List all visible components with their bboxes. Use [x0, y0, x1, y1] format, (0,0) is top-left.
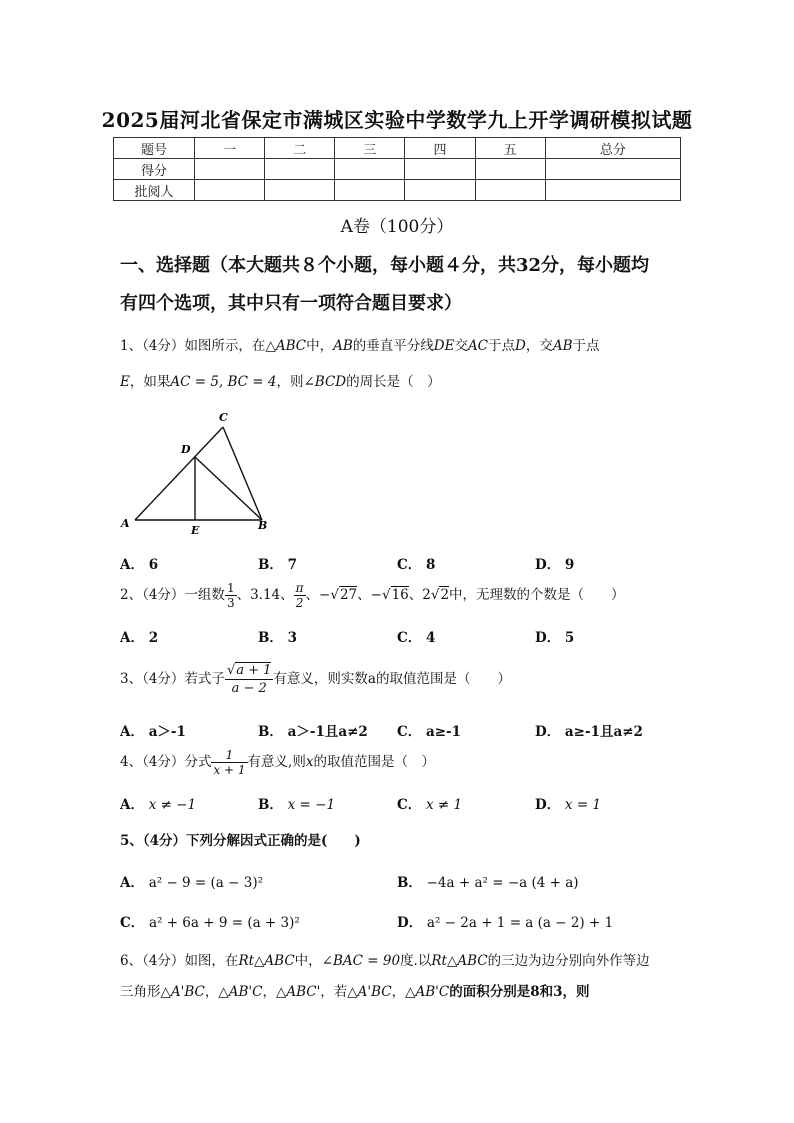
- score-table-header: 总分: [545, 138, 680, 159]
- score-cell: [265, 180, 335, 201]
- volume-heading: A卷（100分）: [340, 217, 454, 237]
- score-cell: [405, 159, 475, 180]
- q5-option-d[interactable]: D． a² − 2a + 1 = a (a − 2) + 1: [397, 915, 614, 931]
- score-table-header: 三: [335, 138, 405, 159]
- q1-option-b[interactable]: B． 7: [258, 557, 298, 573]
- score-table-header: 题号: [114, 138, 195, 159]
- q3-option-a[interactable]: A． a＞-1: [120, 724, 186, 740]
- score-table-header: 五: [475, 138, 545, 159]
- q2-option-a[interactable]: A． 2: [120, 630, 159, 646]
- segment-bd: [195, 457, 262, 520]
- question-6-line1: 6、（4分）如图，在Rt△ABC中，∠BAC = 90度.以Rt△ABC的三边为边分别向外作等边: [120, 953, 650, 969]
- triangle-figure: [115, 405, 285, 540]
- score-table-row: [114, 180, 681, 201]
- section-heading-line2: 有四个选项，其中只有一项符合题目要求）: [120, 293, 462, 314]
- page-title: 2025届河北省保定市满城区实验中学数学九上开学调研模拟试题: [101, 108, 693, 132]
- question-3: 3、（4分）若式子 $\frac{√a + 1}{a - 2}$ 有意义，则实数a的取值范围是（ ）: [120, 663, 511, 696]
- label-b: B: [258, 519, 268, 532]
- score-cell: [265, 159, 335, 180]
- question-4: 4、（4分）分式 $\frac{1}{x + 1}$ 有意义,则x的取值范围是（ ）: [120, 748, 435, 777]
- label-a: A: [121, 517, 130, 530]
- score-cell: [195, 159, 265, 180]
- score-cell: [475, 180, 545, 201]
- segment-ac: [135, 427, 223, 520]
- q1-option-d[interactable]: D． 9: [535, 557, 575, 573]
- score-table: [113, 137, 681, 201]
- score-cell: [405, 180, 475, 201]
- q2-option-c[interactable]: C． 4: [397, 630, 436, 646]
- score-cell: [545, 180, 680, 201]
- q5-option-c[interactable]: C． a² + 6a + 9 = (a + 3)²: [120, 915, 300, 931]
- score-cell: [335, 180, 405, 201]
- score-cell: [545, 159, 680, 180]
- label-c: C: [219, 411, 228, 424]
- q3-option-b[interactable]: B． a＞-1且a≠2: [258, 724, 368, 740]
- score-table-header: 一: [195, 138, 265, 159]
- section-heading-line1: 一、选择题（本大题共８个小题，每小题４分，共32分，每小题均: [120, 255, 650, 276]
- score-row-label: 得分: [114, 159, 195, 180]
- q5-option-b[interactable]: B． −4a + a² = −a (4 + a): [397, 875, 579, 891]
- q4-option-d[interactable]: D． x = 1: [535, 797, 602, 813]
- q1-option-a[interactable]: A． 6: [120, 557, 159, 573]
- score-table-header: 四: [405, 138, 475, 159]
- score-cell: [195, 180, 265, 201]
- score-row-label: 批阅人: [114, 180, 195, 201]
- segment-bc: [223, 427, 262, 520]
- score-table-header-row: [114, 138, 681, 159]
- q3-option-d[interactable]: D． a≥-1且a≠2: [535, 724, 643, 740]
- question-6-line2: 三角形△A'BC，△AB'C，△ABC'，若△A'BC，△AB'C的面积分别是8和3，则: [120, 984, 590, 1000]
- q2-option-d[interactable]: D． 5: [535, 630, 575, 646]
- score-cell: [335, 159, 405, 180]
- q4-option-c[interactable]: C． x ≠ 1: [397, 797, 463, 813]
- score-table-header: 二: [265, 138, 335, 159]
- label-d: D: [181, 443, 191, 456]
- q4-option-a[interactable]: A． x ≠ −1: [120, 797, 197, 813]
- q2-option-b[interactable]: B． 3: [258, 630, 298, 646]
- question-2: 2、（4分）一组数 $\frac{1}{3}$ 、3.14、 $\frac{\pi}{2}$ 、−√27、−√16、2√2中，无理数的个数是（ ）: [120, 581, 625, 610]
- label-e: E: [191, 524, 200, 537]
- score-cell: [475, 159, 545, 180]
- score-table-row: [114, 159, 681, 180]
- q5-option-a[interactable]: A． a² − 9 = (a − 3)²: [120, 875, 264, 891]
- q1-option-c[interactable]: C． 8: [397, 557, 436, 573]
- question-1-line2: E，如果AC = 5, BC = 4，则∠BCD的周长是（ ）: [120, 374, 441, 390]
- q4-option-b[interactable]: B． x = −1: [258, 797, 336, 813]
- question-5: 5、（4分）下列分解因式正确的是( ): [120, 833, 361, 849]
- q3-option-c[interactable]: C． a≥-1: [397, 724, 462, 740]
- question-1-line1: 1、（4分）如图所示，在△ABC中，AB的垂直平分线DE交AC于点D，交AB于点: [120, 338, 600, 354]
